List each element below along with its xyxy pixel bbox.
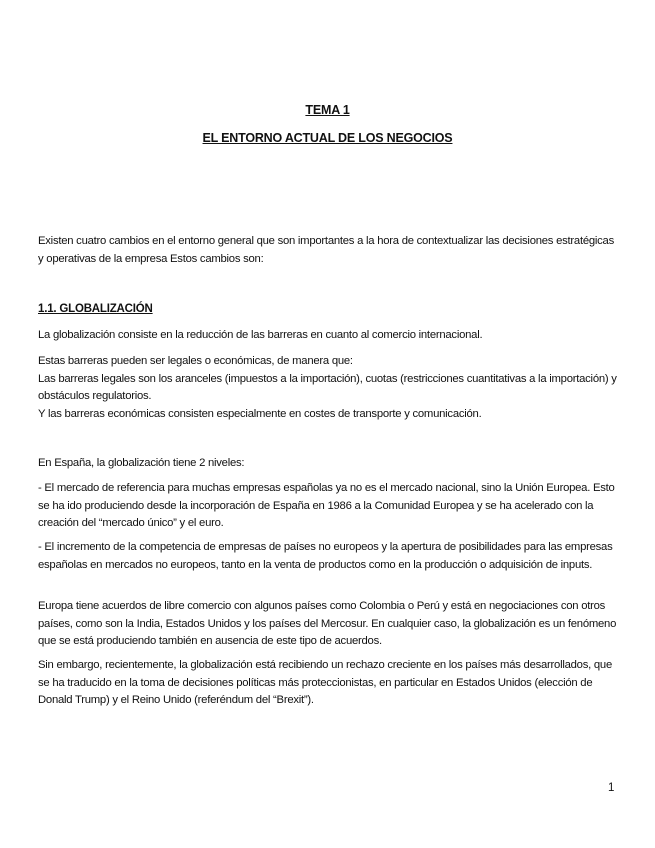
document-subtitle: EL ENTORNO ACTUAL DE LOS NEGOCIOS (202, 131, 453, 145)
paragraph-agreements: Europa tiene acuerdos de libre comercio con algunos países como Colombia o Perú y está en negociaciones con otros países, como son la India, Estados Unidos y los países del Mercosur. En cualquier caso, la globalización es un fenómeno que se está produciendo también en ausencia de este tipo de acuerdos. (38, 600, 617, 647)
section-heading: 1.1. GLOBALIZACIÓN (38, 303, 153, 315)
paragraph-level-two: - El incremento de la competencia de empresas de países no europeos y la apertura de posibilidades para las empresas españolas en mercados no europeos, tanto en la venta de productos como en la producción o adquisición de inputs. (38, 541, 613, 571)
paragraph-levels: En España, la globalización tiene 2 niveles: (38, 457, 245, 469)
document-title: TEMA 1 (305, 103, 350, 117)
barriers-legal-line: Las barreras legales son los aranceles (impuestos a la importación), cuotas (restricciones cuantitativas a la importación) y obstáculos regulatorios. (38, 372, 617, 402)
paragraph-definition: La globalización consiste en la reducción de las barreras en cuanto al comercio internacional. (38, 329, 483, 341)
paragraph-level-one: - El mercado de referencia para muchas empresas españolas ya no es el mercado nacional, sino la Unión Europea. Esto se ha ido produciendo desde la incorporación de España en 1986 a la Comunidad Europea y se ha acelerado con la creación del “mercado único” y el euro. (38, 482, 615, 529)
paragraph-barriers (38, 353, 618, 423)
page-number: 1 (608, 782, 615, 794)
barriers-intro-line: Estas barreras pueden ser legales o económicas, de manera que: (38, 355, 353, 367)
intro-paragraph: Existen cuatro cambios en el entorno general que son importantes a la hora de contextualizar las decisiones estratégicas y operativas de la empresa Estos cambios son: (38, 235, 614, 265)
barriers-economic-line: Y las barreras económicas consisten especialmente en costes de transporte y comunicación. (38, 407, 482, 420)
paragraph-rejection: Sin embargo, recientemente, la globalización está recibiendo un rechazo creciente en los países más desarrollados, que se ha traducido en la toma de decisiones políticas más proteccionistas, en particular en Estados Unidos (elección de Donald Trump) y el Reino Unido (referéndum del “Brexit”). (38, 659, 612, 706)
